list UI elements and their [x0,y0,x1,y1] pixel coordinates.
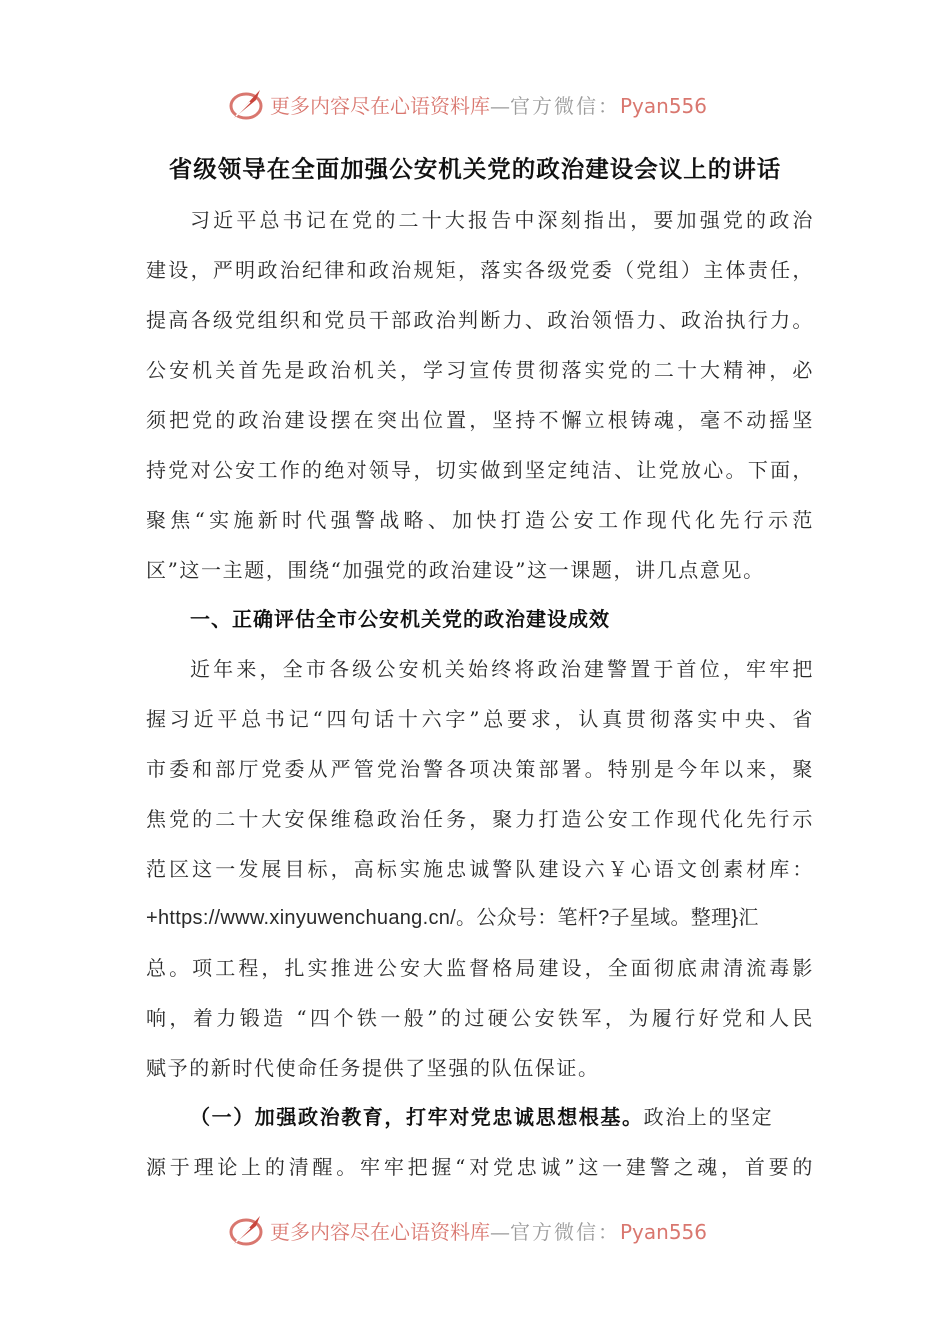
text-line: 须把党的政治建设摆在突出位置，坚持不懈立根铸魂，毫不动摇坚 [146,408,814,432]
text-run: 政治上的坚定 [643,1105,774,1129]
watermark-banner-bottom [226,1208,726,1252]
text-line: 响，着力锻造 “四个铁一般”的过硬公安铁军，为履行好党和人民 [146,1006,814,1030]
quill-logo-icon [226,84,266,124]
text-line: 持党对公安工作的绝对领导，切实做到坚定纯洁、让党放心。下面， [146,458,814,482]
text-line: 习近平总书记在党的二十大报告中深刻指出，要加强党的政治 [190,208,814,232]
text-line: 赋予的新时代使命任务提供了坚强的队伍保证。 [146,1056,600,1080]
section-heading: 一、正确评估全市公安机关党的政治建设成效 [190,607,610,631]
text-line: 源于理论上的清醒。牢牢把握“对党忠诚”这一建警之魂，首要的 [146,1155,814,1179]
watermark-text: 更多内容尽在心语资料库—官方微信：Pyan556 [270,1219,708,1244]
document-title: 省级领导在全面加强公安机关党的政治建设会议上的讲话 [168,155,782,183]
watermark-text: 更多内容尽在心语资料库—官方微信：Pyan556 [270,93,708,118]
text-line: 握习近平总书记“四句话十六字”总要求，认真贯彻落实中央、省 [146,707,814,731]
text-line: +https://www.xinyuwenchuang.cn/。公众号：笔杆?子星域。整理}汇 [146,907,759,929]
text-line: 区”这一主题，围绕“加强党的政治建设”这一课题，讲几点意见。 [146,558,765,582]
subsection-heading: （一）加强政治教育，打牢对党忠诚思想根基。 [190,1105,644,1129]
text-line: 范区这一发展目标，高标实施忠诚警队建设六￥心语文创素材库： [146,857,814,881]
quill-logo-icon [226,1210,266,1250]
text-line: 提高各级党组织和党员干部政治判断力、政治领悟力、政治执行力。 [146,308,814,332]
text-line: 近年来，全市各级公安机关始终将政治建警置于首位，牢牢把 [190,657,814,681]
text-line: 建设，严明政治纪律和政治规矩，落实各级党委（党组）主体责任， [146,258,814,282]
text-line: 聚焦“实施新时代强警战略、加快打造公安工作现代化先行示范 [146,508,814,532]
watermark-banner-top [226,82,726,126]
text-line: 总。项工程，扎实推进公安大监督格局建设，全面彻底肃清流毒影 [146,956,814,980]
text-line: 焦党的二十大安保维稳政治任务，聚力打造公安工作现代化先行示 [146,807,814,831]
subsection-line [190,1100,814,1134]
text-line: 公安机关首先是政治机关，学习宣传贯彻落实党的二十大精神，必 [146,358,814,382]
text-line: 市委和部厅党委从严管党治警各项决策部署。特别是今年以来，聚 [146,757,814,781]
